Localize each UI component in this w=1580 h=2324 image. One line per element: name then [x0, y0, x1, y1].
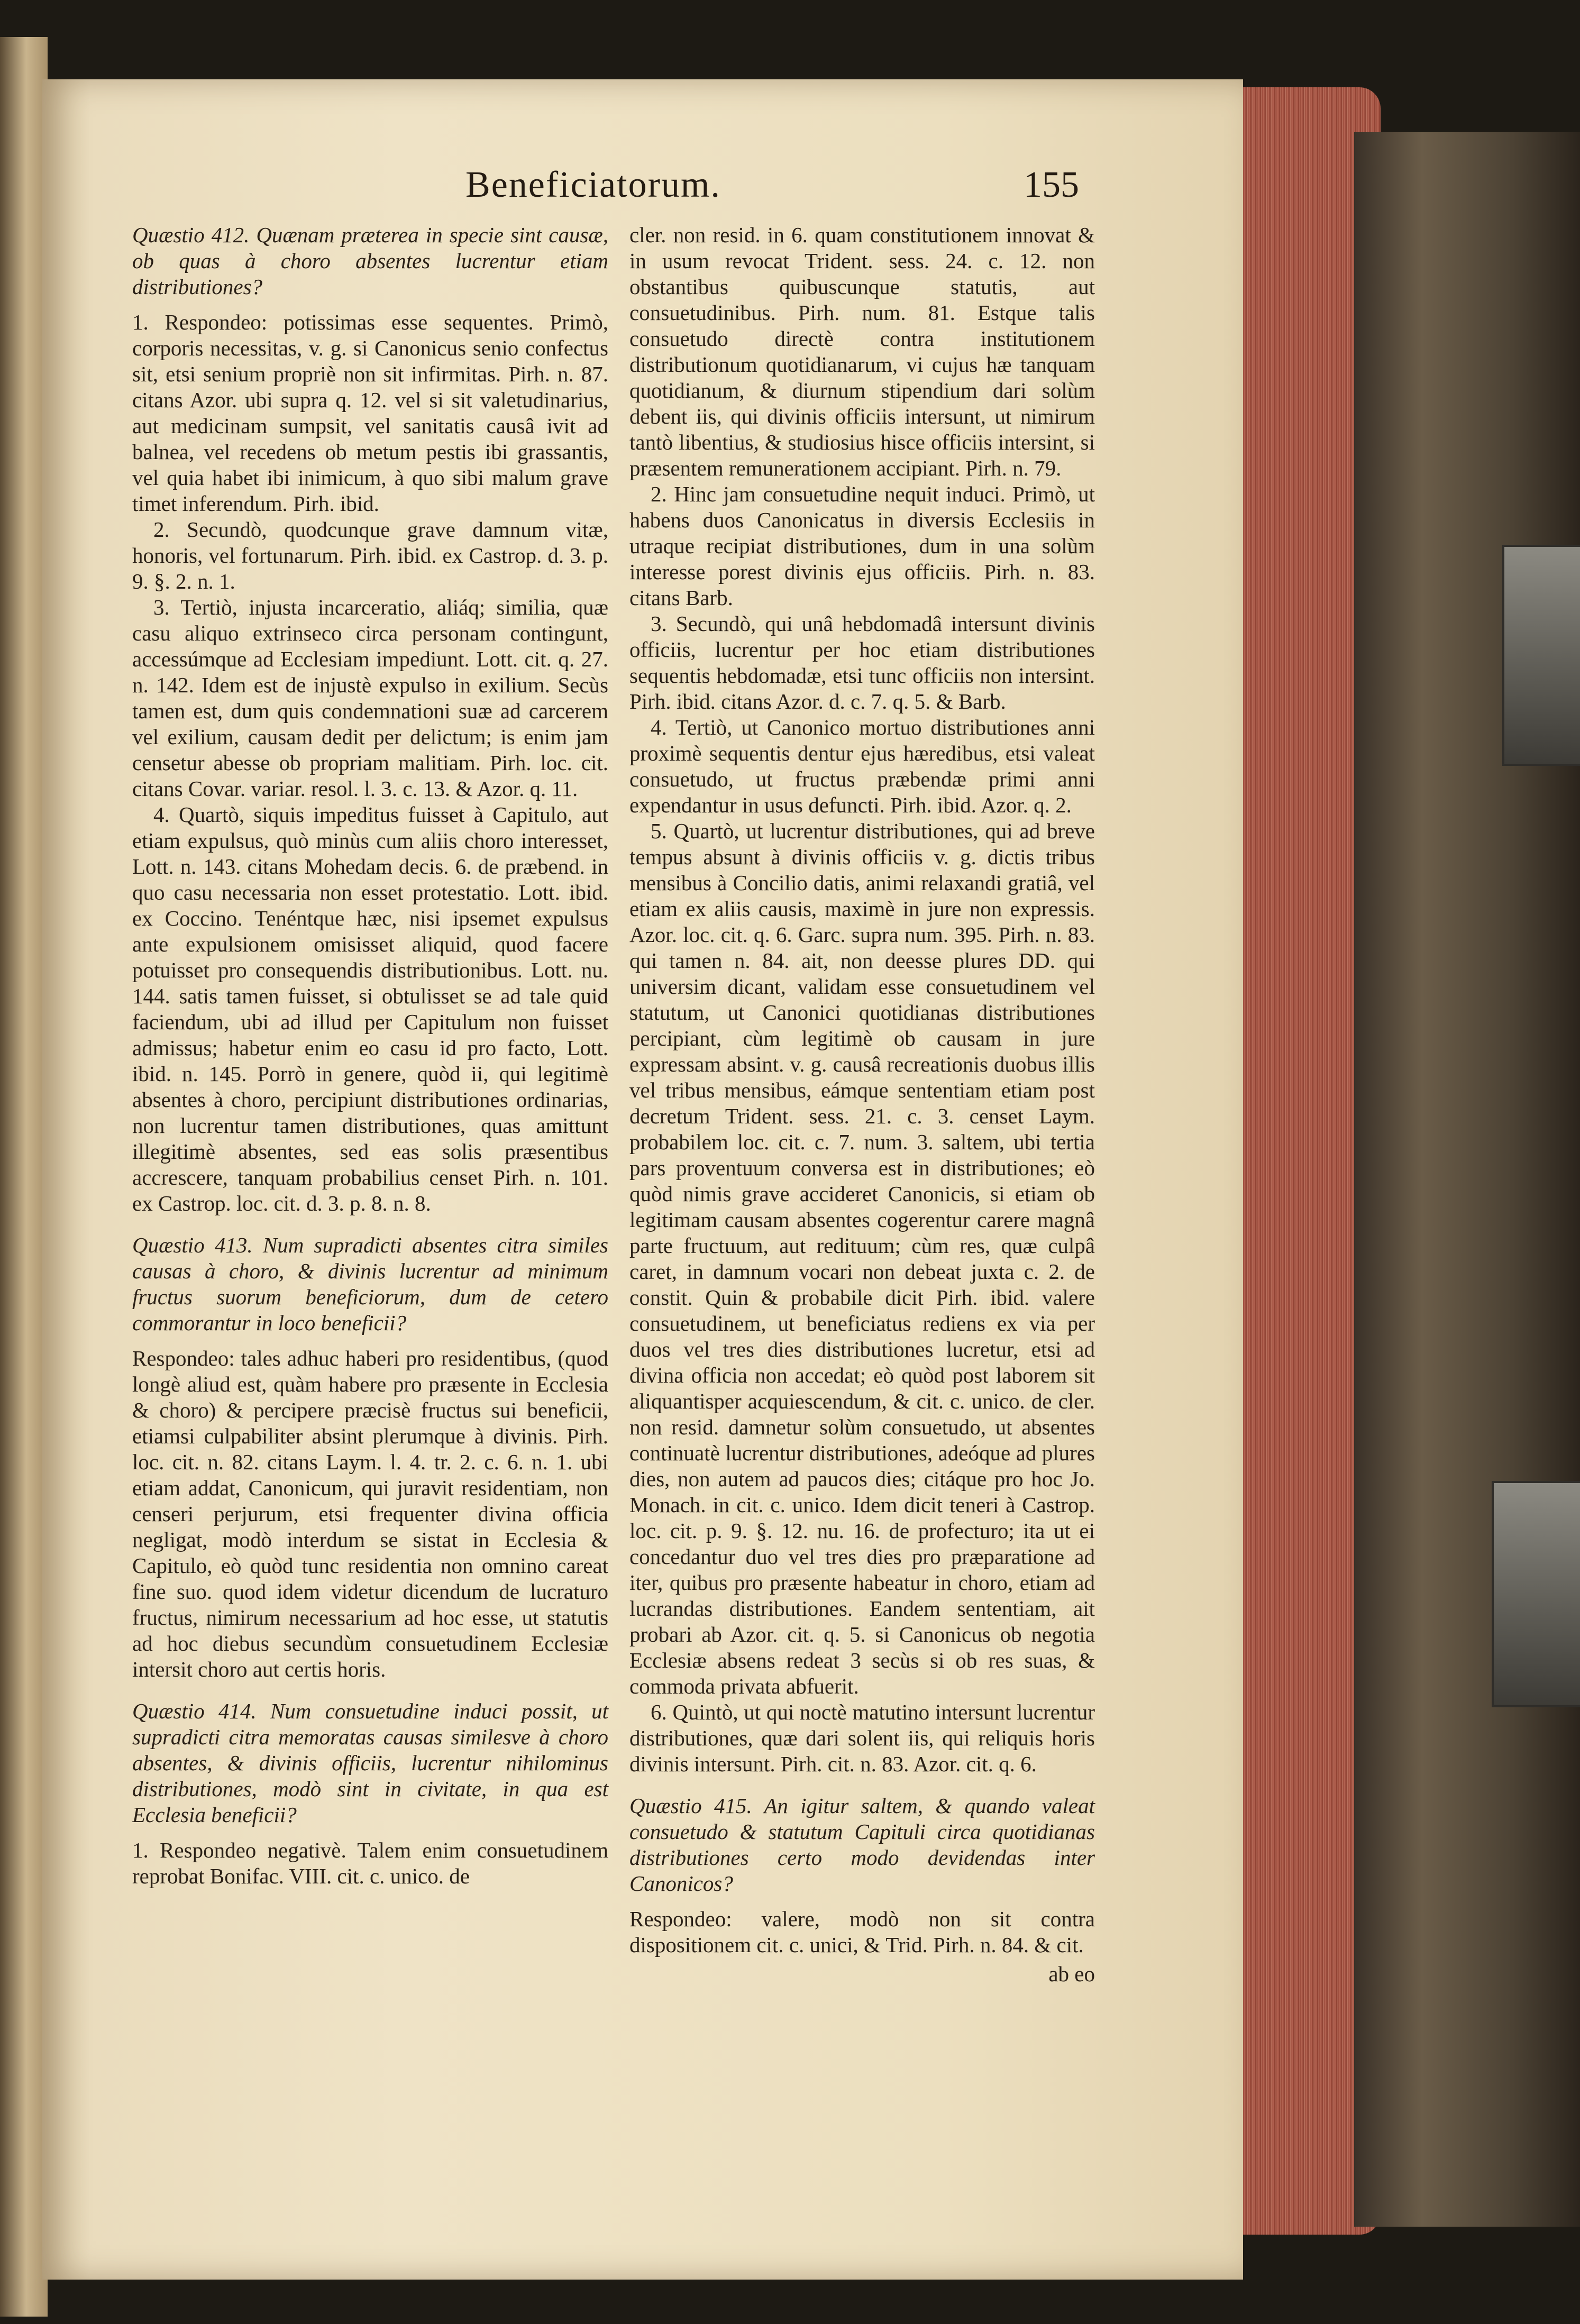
question-414-title: Quæstio 414. Num consuetudine induci possit, ut supradicti citra memoratas causas similesve à choro absentes, & divinis officiis, lucrentur nihilominus distributiones, modò sint in civitate, in qua est Ecclesia beneficii? — [132, 1699, 608, 1827]
question-412-paragraph-2: 2. Secundò, quodcunque grave damnum vitæ, honoris, vel fortunarum. Pirh. ibid. ex Castrop. d. 3. p. 9. §. 2. n. 1. — [132, 517, 608, 593]
continuation-paragraph-1: cler. non resid. in 6. quam constitutionem innovat & in usum revocat Trident. sess. 24. c. 12. non obstantibus quibuscunque statutis, aut consuetudinibus. Pirh. num. 81. Estque talis consuetudo directè contra institutionem distributionum quotidianarum, vi cujus hæ tanquam quotidianum, & diurnum stipendium dari solùm debent iis, qui divinis officiis intersunt, ut nimirum tantò libentius, & studiosius hisce officiis intersint, si præsentem remunerationem accipiant. Pirh. n. 79. — [629, 223, 1095, 480]
question-412-title: Quæstio 412. Quænam præterea in specie sint causæ, ob quas à choro absentes lucrentur etiam distributiones? — [132, 223, 608, 299]
page-number: 155 — [1024, 164, 1079, 205]
continuation-paragraph-6: 6. Quintò, ut qui noctè matutino intersunt lucrentur distributiones, quæ dari solent iis, qui reliquis horis divinis intersunt. Pirh. cit. n. 83. Azor. cit. q. 6. — [629, 1700, 1095, 1776]
book-left-page-edge — [0, 37, 48, 2317]
metal-clasp-upper — [1502, 545, 1580, 766]
running-title: Beneficiatorum. — [465, 164, 721, 205]
question-412-paragraph-4: 4. Quartò, siquis impeditus fuisset à Capitulo, aut etiam expulsus, quò minùs cum aliis choro interesset, Lott. n. 143. citans Mohedam decis. 6. de præbend. in quo casu necessaria non esset protestatio. Lott. ibid. ex Coccino. Tenéntque hæc, nisi ipsemet expulsus ante expulsionem omisisset aliquid, quod facere potuisset pro consequendis distributionibus. Lott. nu. 144. satis tamen fuisset, si obtulisset se ad tale quid faciendum, ubi ad illud per Capitulum non fuisset admissus; habetur enim eo casu id pro facto, Lott. ibid. n. 145. Porrò in genere, quòd ii, qui legitimè absentes à choro, percipiunt distributiones ordinarias, non lucrentur tamen distributiones, quas amittunt illegitimè absentes, sed eas solis præsentibus accrescere, tanquam probabilius censet Pirh. n. 101. ex Castrop. loc. cit. d. 3. p. 8. n. 8. — [132, 802, 608, 1215]
catchword: ab eo — [1048, 1962, 1095, 1986]
continuation-paragraph-4: 4. Tertiò, ut Canonico mortuo distributiones anni proximè sequentis dentur ejus hæredibus, etsi valeat consuetudo, ut fructus præbendæ primi anni expendantur in usus defuncti. Pirh. ibid. Azor. q. 2. — [629, 715, 1095, 817]
question-414-paragraph-1: 1. Respondeo negativè. Talem enim consuetudinem reprobat Bonifac. VIII. cit. c. unico. de — [132, 1838, 608, 1888]
continuation-paragraph-3: 3. Secundò, qui unâ hebdomadâ intersunt divinis officiis, lucrentur per hoc etiam distributiones sequentis hebdomadæ, etsi tunc officiis non intersint. Pirh. ibid. citans Azor. d. c. 7. q. 5. & Barb. — [629, 611, 1095, 713]
metal-clasp-lower — [1492, 1481, 1580, 1707]
left-column — [132, 222, 608, 1889]
right-column — [629, 222, 1095, 1987]
continuation-paragraph-5: 5. Quartò, ut lucrentur distributiones, qui ad breve tempus absunt à divinis officiis v. g. dictis tribus mensibus à Concilio datis, animi relaxandi gratiâ, vel etiam ex aliis causis, maximè in jure non expressis. Azor. loc. cit. q. 6. Garc. supra num. 395. Pirh. n. 83. qui tamen n. 84. ait, non deesse plures DD. qui universim dicant, validam esse consuetudinem vel statutum, ut Canonici quotidianas distributiones percipiant, cùm legitimè ob causam in jure expressam absint. v. g. causâ recreationis duobus illis vel tribus mensibus, eámque sententiam etiam post decretum Trident. sess. 21. c. 3. censet Laym. probabilem loc. cit. c. 7. num. 3. saltem, ubi tertia pars proventuum conversa est in distributiones; eò quòd nimis grave accideret Canonicis, si etiam ob legitimam causam absentes cogerentur carere magnâ parte fructuum, aut redituum; cùm res, quæ culpâ caret, in damnum vocari non debeat juxta c. 2. de constit. Quin & probabile dicit Pirh. ibid. valere consuetudinem, ut beneficiatus rediens ex via per duos vel tres dies distributiones lucretur, etsi ad divina officia non accedat; eò quòd post laborem sit aliquantisper acquiescendum, & cit. c. unico. de cler. non resid. damnetur solùm consuetudo, ut absentes continuatè lucrentur distributiones, adeóque ad plures dies, non autem ad paucos dies; citáque pro hoc Jo. Monach. in cit. c. unico. Idem dicit teneri à Castrop. loc. cit. p. 9. §. 12. nu. 16. de profecturo; ita ut ei concedantur duo vel tres dies pro præparatione ad iter, quibus pro præsente habeatur in choro, etiam ad lucrandas distributiones. Eandem sententiam, ait probari ab Azor. cit. q. 5. si Canonicus ob negotia Ecclesiæ absens redeat 3 secùs si ob res suas, & commoda privata abfuerit. — [629, 819, 1095, 1698]
book-cover — [1354, 132, 1580, 2227]
question-412-paragraph-3: 3. Tertiò, injusta incarceratio, aliáq; similia, quæ casu aliquo extrinseco circa personam contingunt, accessúmque ad Ecclesiam impediunt. Lott. cit. q. 27. n. 142. Idem est de injustè expulso in exilium. Secùs tamen est, dum quis condemnationi suæ ad carcerem vel exilium, causam dedit per delictum; is enim jam censetur abesse ob propriam malitiam. Pirh. loc. cit. citans Covar. variar. resol. l. 3. c. 13. & Azor. q. 11. — [132, 595, 608, 801]
question-415-paragraph-1: Respondeo: valere, modò non sit contra dispositionem cit. c. unici, & Trid. Pirh. n. 84. & cit. — [629, 1907, 1095, 1957]
question-413-title: Quæstio 413. Num supradicti absentes citra similes causas à choro, & divinis lucrentur ad minimum fructus suorum beneficiorum, dum de cetero commorantur in loco beneficii? — [132, 1233, 608, 1335]
question-413-paragraph-1: Respondeo: tales adhuc haberi pro residentibus, (quod longè aliud est, quàm habere pro præsente in Ecclesia & choro) & percipere præcisè fructus sui beneficii, etiamsi culpabiliter absint plerumque à divinis. Pirh. loc. cit. n. 82. citans Laym. l. 4. tr. 2. c. 6. n. 1. ubi etiam addat, Canonicum, qui juravit residentiam, non censeri perjurum, etsi frequenter divina officia negligat, modò interdum se sistat in Ecclesia & Capitulo, eò quòd tunc residentia non omnino careat fine suo. quod idem videtur dicendum de lucraturo fructus, nimirum necessarium ad hoc esse, ut statutis ad hoc diebus secundùm consuetudinem Ecclesiæ intersit choro aut certis horis. — [132, 1346, 608, 1681]
question-412-paragraph-1: 1. Respondeo: potissimas esse sequentes. Primò, corporis necessitas, v. g. si Canonicus senio confectus sit, etsi senium propriè non sit infirmitas. Pirh. n. 87. citans Azor. ubi supra q. 12. vel si sit valetudinarius, aut medicinam sumpsit, vel sanitatis causâ ivit ad balnea, vel recedens ob metum pestis ibi grassantis, vel quia habet ibi inimicum, à quo sibi malum grave timet inferendum. Pirh. ibid. — [132, 310, 608, 516]
question-415-title: Quæstio 415. An igitur saltem, & quando valeat consuetudo & statutum Capituli circa quotidianas distributiones certo modo devidendas inter Canonicos? — [629, 1794, 1095, 1896]
page-header — [138, 159, 1079, 222]
continuation-paragraph-2: 2. Hinc jam consuetudine nequit induci. Primò, ut habens duos Canonicatus in diversis Ecclesiis in utraque recipiat distributiones, dum in una solùm interesse porest divinis ejus officiis. Pirh. n. 83. citans Barb. — [629, 482, 1095, 610]
